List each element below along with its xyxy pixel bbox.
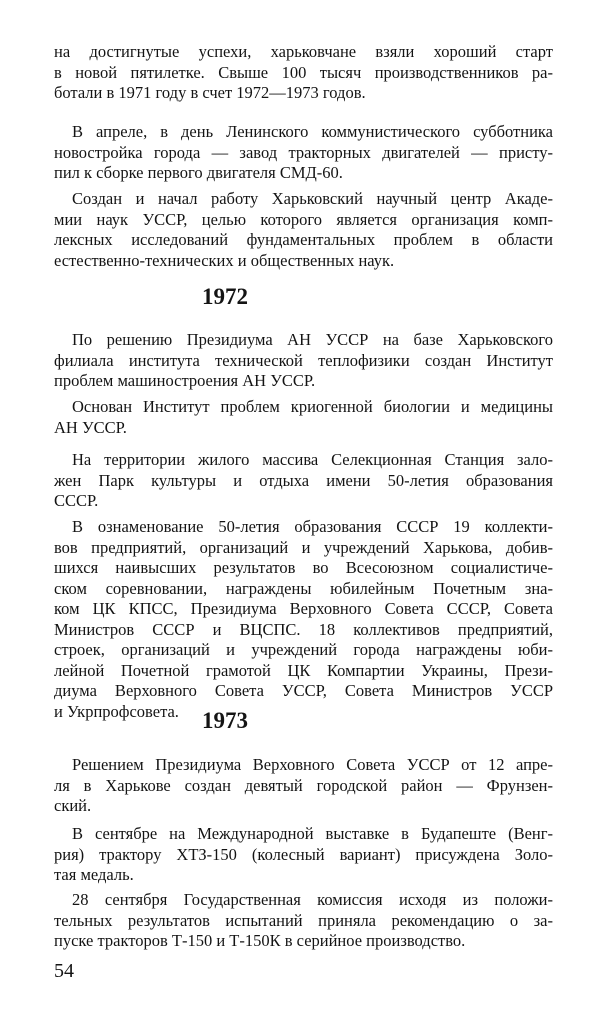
- paragraph-1972-park: [54, 450, 553, 512]
- text-line: вов предприятий, организаций и учреждений Харькова, добив-: [54, 537, 553, 557]
- text-line: пуске тракторов Т-150 и Т-150К в серийное производство.: [54, 931, 466, 950]
- text-line: лейной Почетной грамотой ЦК Компартии Украины, Прези-: [54, 660, 553, 680]
- text-line: проблем машиностроения АН УССР.: [54, 371, 316, 390]
- text-line: новостройка города — завод тракторных двигателей — присту-: [54, 142, 553, 162]
- text-line: Министров СССР и ВЦСПС. 18 коллективов предприятий,: [54, 619, 553, 639]
- text-line: В ознаменование 50-летия образования СССР 19 коллекти-: [72, 517, 553, 536]
- page-number: 54: [54, 960, 74, 982]
- text-line: естественно-технических и общественных наук.: [54, 250, 395, 270]
- text-line: Создан и начал работу Харьковский научный центр Акаде-: [72, 189, 553, 208]
- text-line: филиала института технической теплофизики создан Институт: [54, 350, 553, 370]
- paragraph-1972-machine-institute: [54, 330, 553, 392]
- text-line: ком ЦК КПСС, Президиума Верховного Совета СССР, Совета: [54, 599, 553, 618]
- paragraph-1972-awards: [54, 517, 553, 722]
- text-line: диума Верховного Совета УССР, Совета Министров УССР: [54, 681, 553, 700]
- text-line: На территории жилого массива Селекционная Станция зало-: [72, 450, 553, 469]
- text-line: и Укрпрофсовета.: [54, 701, 179, 721]
- text-line: жен Парк культуры и отдыха имени 50-летия образования: [54, 470, 553, 490]
- paragraph-1973-budapest-medal: [54, 824, 553, 886]
- paragraph-1973-tractor-production: [54, 890, 553, 952]
- text-line: Решением Президиума Верховного Совета УССР от 12 апре-: [72, 755, 553, 774]
- text-line: ля в Харькове создан девятый городской район — Фрунзен-: [54, 775, 553, 795]
- text-line: ском соревновании, награждены юбилейным Почетным зна-: [54, 578, 553, 598]
- text-line: рия) трактору ХТЗ-150 (колесный вариант) присуждена Золо-: [54, 844, 553, 864]
- text-line: В апреле, в день Ленинского коммунистического субботника: [72, 122, 553, 141]
- paragraph-1973-district: [54, 755, 553, 817]
- text-line: ский.: [54, 796, 92, 815]
- text-line: ботали в 1971 году в счет 1972—1973 годов.: [54, 83, 366, 102]
- text-line: В сентябре на Международной выставке в Будапеште (Венг-: [72, 824, 553, 843]
- text-line: мии наук УССР, целью которого является организация комп-: [54, 209, 553, 229]
- paragraph-1972-cryo-institute: [54, 397, 553, 438]
- paragraph-intro: [54, 42, 553, 104]
- text-line: тая медаль.: [54, 865, 134, 884]
- text-line: 28 сентября Государственная комиссия исходя из положи-: [72, 890, 553, 909]
- text-line: шихся наивысших результатов во Всесоюзном социалистиче-: [54, 558, 553, 577]
- paragraph-1971-science-center: [54, 189, 553, 271]
- text-line: СССР.: [54, 491, 99, 510]
- text-line: в новой пятилетке. Свыше 100 тысяч производственников ра-: [54, 62, 553, 82]
- text-line: лексных исследований фундаментальных проблем в области: [54, 230, 553, 249]
- text-line: на достигнутые успехи, харьковчане взяли хороший старт: [54, 42, 553, 61]
- year-heading-1973: 1973: [202, 708, 248, 733]
- text-line: тельных результатов испытаний приняла рекомендацию о за-: [54, 910, 553, 930]
- text-line: строек, организаций и учреждений города награждены юби-: [54, 640, 553, 659]
- text-line: Основан Институт проблем криогенной биологии и медицины: [72, 397, 553, 416]
- paragraph-1971-subbotnik: [54, 122, 553, 184]
- text-line: АН УССР.: [54, 417, 127, 437]
- year-heading-1972: 1972: [202, 284, 248, 309]
- text-line: По решению Президиума АН УССР на базе Харьковского: [72, 330, 553, 349]
- text-line: пил к сборке первого двигателя СМД-60.: [54, 163, 343, 182]
